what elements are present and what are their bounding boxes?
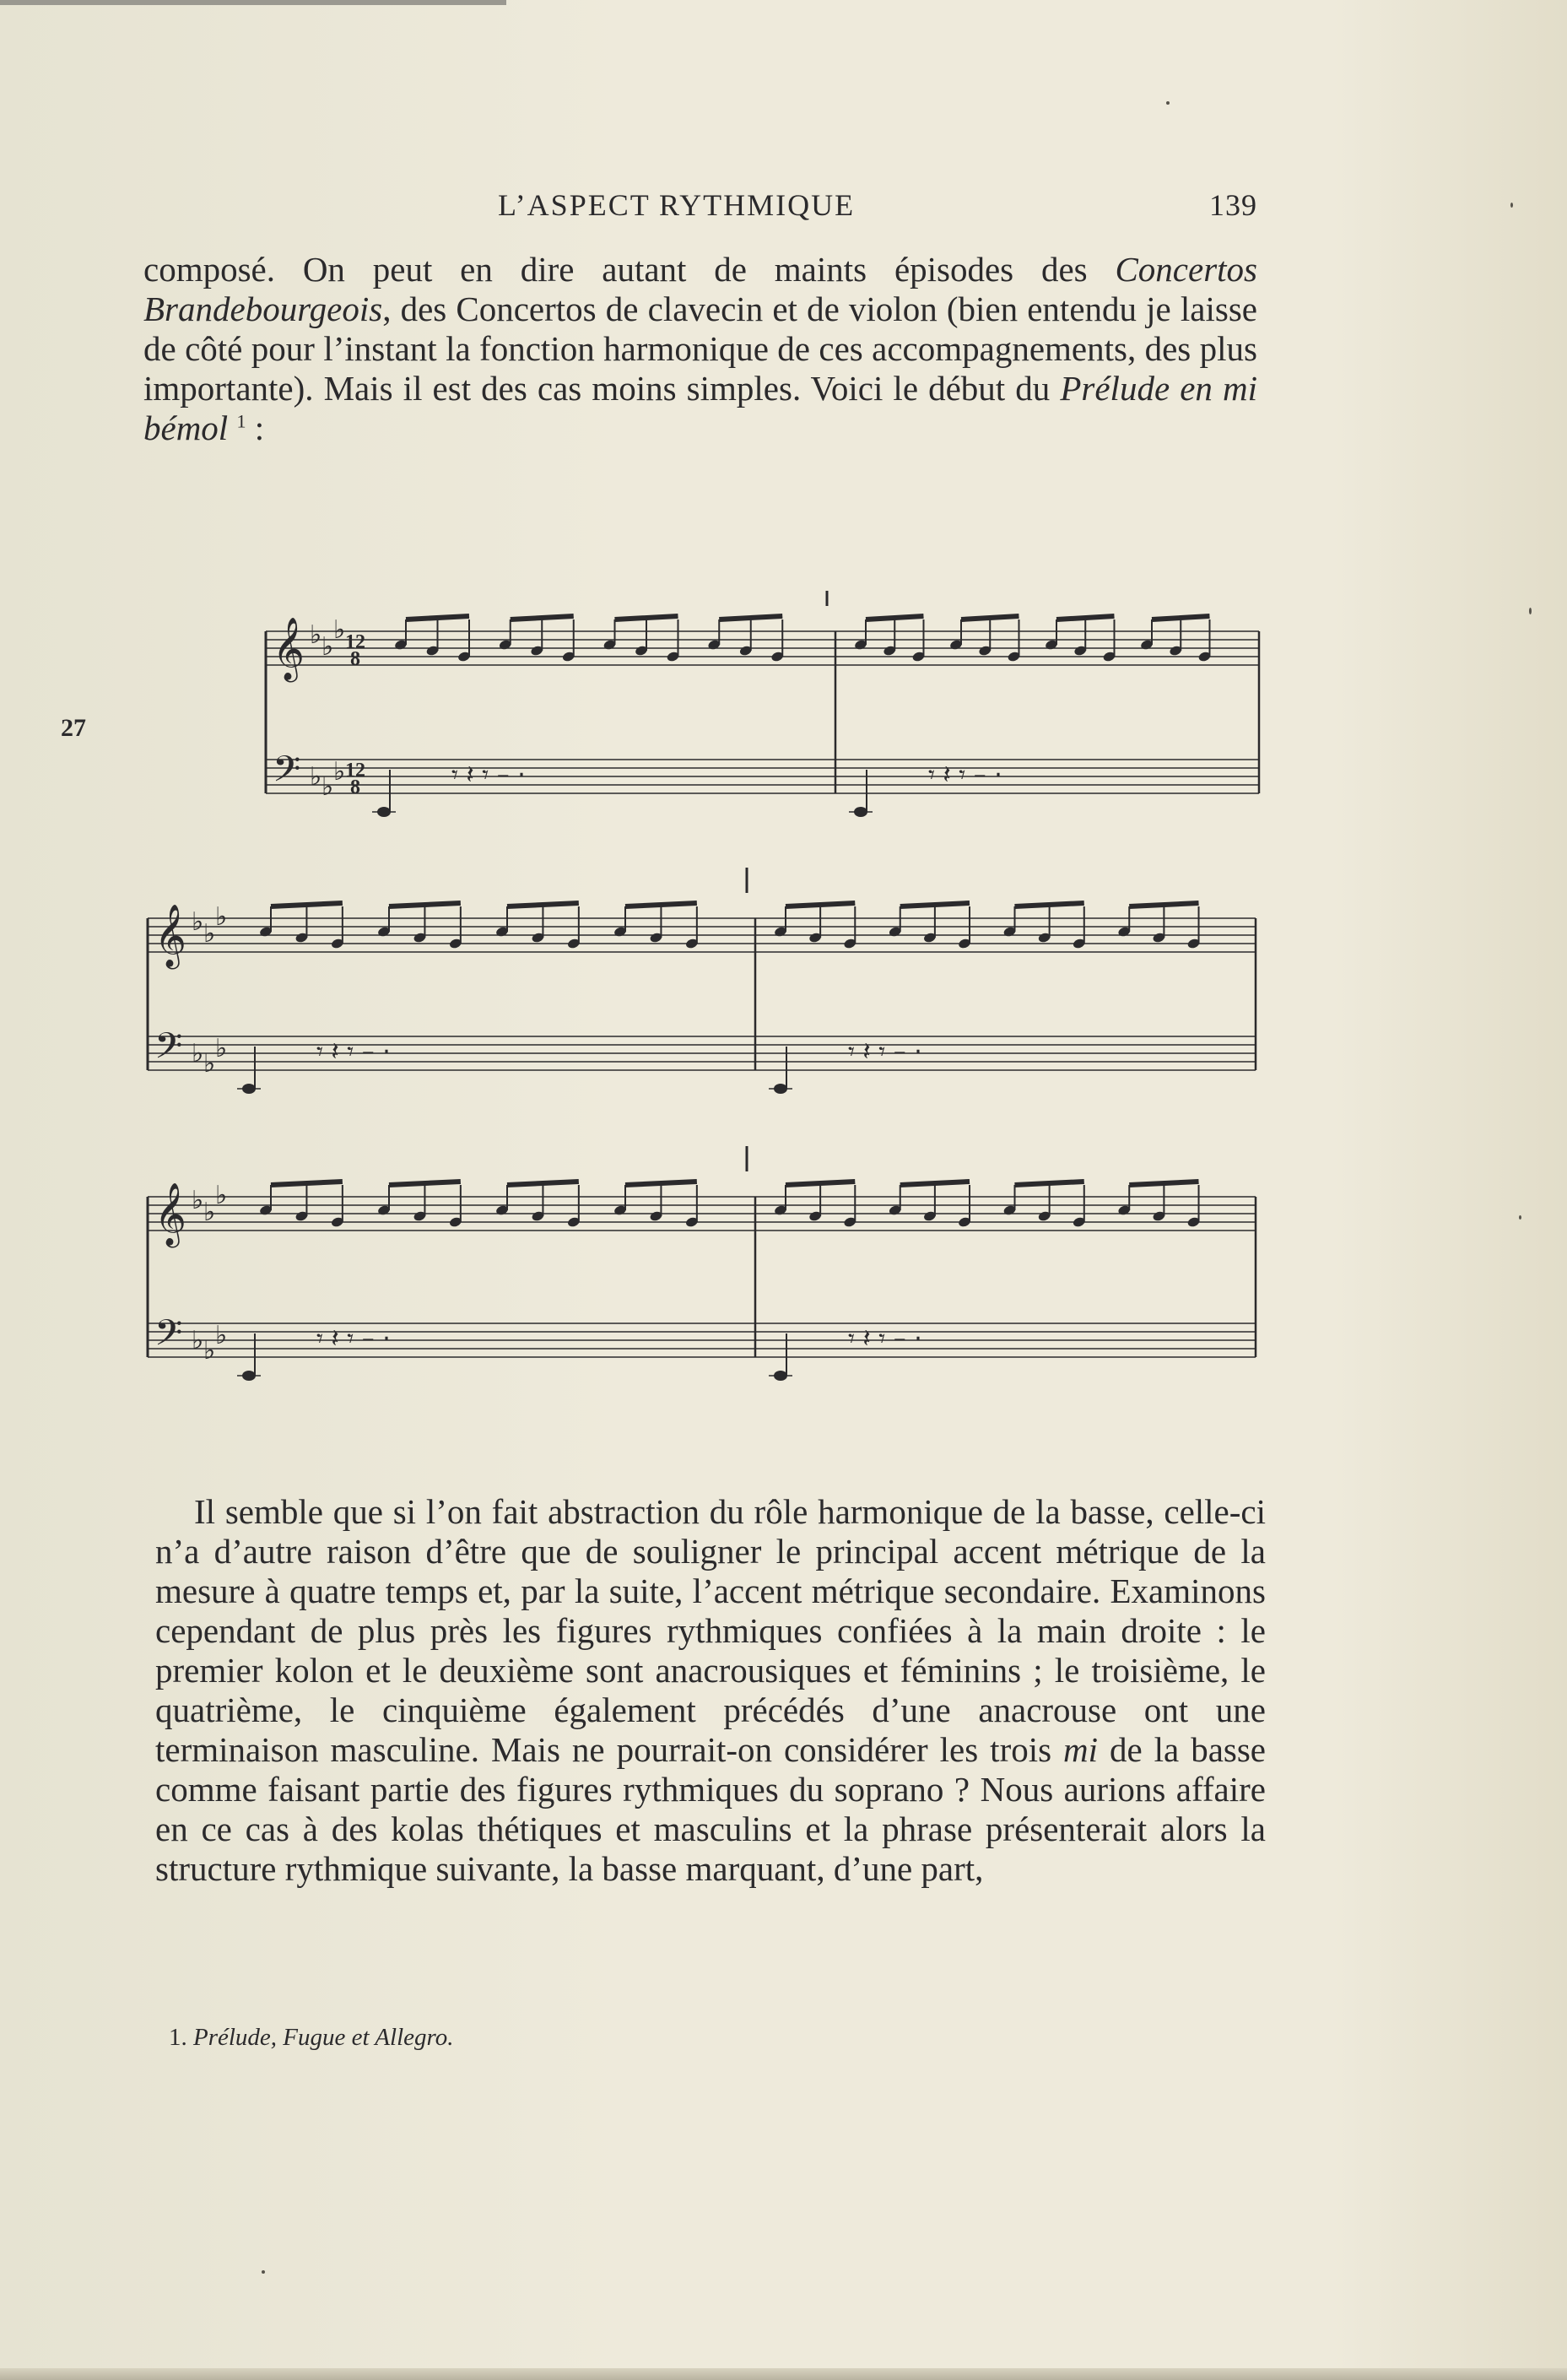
page-number: 139 bbox=[1209, 188, 1257, 222]
p1-text-3: : bbox=[246, 408, 265, 447]
system-1-bass-time-num: 12 bbox=[345, 760, 365, 782]
p2-text-1: Il semble que si l’on fait abstraction du rôle harmonique de la basse, celle-ci n’a d’autre raison d’être que de souligner le principal accent métrique de la mesure à quatre temps et, par la suite, l’accent métrique secondaire. Examinons cependant de plus près les figures rythmiques confiées à la main droite : le premier kolon et le deuxième sont anacrousiques et féminins ; le troisième, le quatrième, le cinquième également précédés d’une anacrouse ont une terminaison masculine. Mais ne pourrait-on considérer les trois bbox=[155, 1492, 1266, 1769]
system-3-m2-group-4-beam bbox=[1129, 1182, 1198, 1185]
system-1-flat-1: ♭ bbox=[310, 620, 322, 650]
system-1-time-den: 8 bbox=[350, 648, 360, 670]
system-1-bass-flat-3: ♭ bbox=[333, 757, 346, 787]
running-head bbox=[143, 187, 1257, 230]
footnote-text: Prélude, Fugue et Allegro. bbox=[193, 2024, 454, 2051]
system-3-rest-2: 𝄾 𝄽 𝄾 – · bbox=[848, 1324, 922, 1354]
system-3-m2-group-2-beam bbox=[900, 1182, 970, 1185]
system-1-m2-group-2-beam bbox=[961, 616, 1019, 619]
running-title: L’ASPECT RYTHMIQUE bbox=[498, 188, 856, 222]
system-3-treble-clef: 𝄞 bbox=[154, 1183, 186, 1246]
system-2-flat-2: ♭ bbox=[203, 919, 216, 949]
system-1-m1-group-4-beam bbox=[719, 616, 782, 619]
page-bottom-edge bbox=[0, 2368, 1567, 2380]
system-3-bass-flat-2: ♭ bbox=[203, 1336, 216, 1366]
system-1-flat-3: ♭ bbox=[333, 615, 346, 645]
system-2-flat-1: ♭ bbox=[192, 907, 204, 937]
system-1-bass-flat-2: ♭ bbox=[322, 772, 334, 802]
system-3-flat-3: ♭ bbox=[215, 1181, 228, 1210]
system-1-treble-clef: 𝄞 bbox=[273, 618, 305, 680]
example-number: 27 bbox=[61, 714, 86, 742]
system-1-m1-group-3-beam bbox=[615, 616, 678, 619]
music-example bbox=[143, 591, 1266, 1418]
system-2-rest-2: 𝄾 𝄽 𝄾 – · bbox=[848, 1037, 922, 1067]
system-3-bass-flat-1: ♭ bbox=[192, 1326, 204, 1355]
paragraph-2 bbox=[155, 1492, 1266, 1889]
system-2-bass-clef: 𝄢 bbox=[154, 1025, 183, 1076]
paragraph-1 bbox=[143, 250, 1257, 448]
system-3-bass-clef: 𝄢 bbox=[154, 1312, 183, 1363]
system-1-rest-1: 𝄾 𝄽 𝄾 – · bbox=[451, 760, 526, 790]
system-3-bass-flat-3: ♭ bbox=[215, 1321, 228, 1350]
system-2-flat-3: ♭ bbox=[215, 902, 228, 932]
system-2-bass-flat-3: ♭ bbox=[215, 1034, 228, 1063]
footnote-number: 1. bbox=[169, 2024, 187, 2051]
system-2-treble-clef: 𝄞 bbox=[154, 905, 186, 967]
system-1-bass-clef: 𝄢 bbox=[273, 749, 301, 799]
p2-italic-mi: mi bbox=[1063, 1730, 1099, 1769]
system-1-m2-group-1-beam bbox=[866, 616, 923, 619]
system-2-m1-group-2-beam bbox=[389, 903, 461, 906]
system-3-flat-2: ♭ bbox=[203, 1198, 216, 1227]
p1-text-2: , des Concertos de clavecin et de violon (bien entendu je laisse de côté pour l’instant la fonction harmonique de ces accompagnements, des plus importante). Mais il est des cas moins simples. Voici le début du bbox=[143, 289, 1257, 408]
system-2-m2-group-2-beam bbox=[900, 903, 970, 906]
system-3-m2-group-3-beam bbox=[1015, 1182, 1084, 1185]
system-2-bass-flat-2: ♭ bbox=[203, 1049, 216, 1079]
footnote-ref: 1 bbox=[236, 410, 246, 432]
system-1-m1-group-1-beam bbox=[406, 616, 469, 619]
system-2-m2-group-4-beam bbox=[1129, 903, 1198, 906]
page-top-edge bbox=[0, 0, 506, 5]
system-3-rest-1: 𝄾 𝄽 𝄾 – · bbox=[316, 1324, 391, 1354]
system-1-bass-time-den: 8 bbox=[350, 776, 360, 798]
footnote bbox=[169, 2024, 453, 2052]
system-2-rest-1: 𝄾 𝄽 𝄾 – · bbox=[316, 1037, 391, 1067]
p1-italic-concertos: Concertos Brandebourgeois bbox=[143, 250, 1257, 328]
system-3-m1-group-3-beam bbox=[507, 1182, 579, 1185]
p1-text-1: composé. On peut en dire autant de maints épisodes des bbox=[143, 250, 1116, 289]
system-3-m1-group-1-beam bbox=[271, 1182, 343, 1185]
system-2-m1-group-1-beam bbox=[271, 903, 343, 906]
music-systems bbox=[148, 591, 1259, 1381]
system-2-m2-group-1-beam bbox=[786, 903, 855, 906]
system-1-m1-group-2-beam bbox=[511, 616, 574, 619]
system-1-m2-group-4-beam bbox=[1152, 616, 1209, 619]
system-1-bass-flat-1: ♭ bbox=[310, 762, 322, 792]
p1-italic-prelude: Prélude en mi bémol bbox=[143, 369, 1258, 447]
system-2-m1-group-3-beam bbox=[507, 903, 579, 906]
system-3-flat-1: ♭ bbox=[192, 1186, 204, 1215]
system-1-flat-2: ♭ bbox=[322, 632, 334, 662]
system-3-m1-group-2-beam bbox=[389, 1182, 461, 1185]
system-1-rest-2: 𝄾 𝄽 𝄾 – · bbox=[928, 760, 1002, 790]
system-1-time-num: 12 bbox=[345, 631, 365, 653]
system-2-m2-group-3-beam bbox=[1015, 903, 1084, 906]
p2-text-2: de la basse comme faisant partie des figures rythmiques du soprano ? Nous aurions affaire en ce cas à des kolas thétiques et masculins et la phrase présenterait alors la structure rythmique suivante, la basse marquant, d’une part, bbox=[155, 1730, 1266, 1888]
system-2-bass-flat-1: ♭ bbox=[192, 1039, 204, 1068]
system-3-m1-group-4-beam bbox=[625, 1182, 697, 1185]
system-1-m2-group-3-beam bbox=[1056, 616, 1114, 619]
system-2-m1-group-4-beam bbox=[625, 903, 697, 906]
system-3-m2-group-1-beam bbox=[786, 1182, 855, 1185]
